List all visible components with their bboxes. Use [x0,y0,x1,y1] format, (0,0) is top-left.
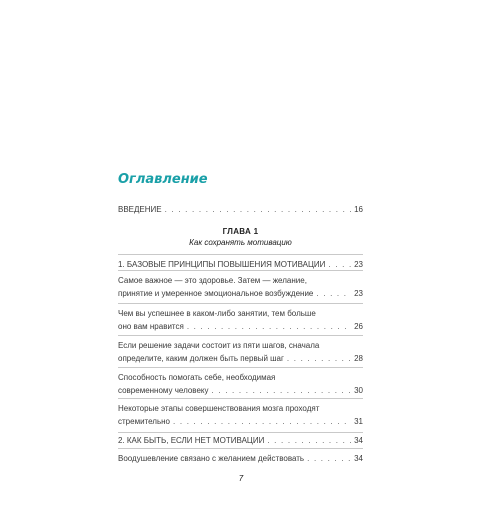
toc-entry-section-1[interactable] [118,254,363,271]
toc-page-number: 23 [354,260,363,269]
toc-entry-section-2[interactable] [118,434,363,447]
toc-page-number: 26 [354,322,363,331]
toc-entry-text: ВВЕДЕНИЕ [118,205,162,214]
toc-page-number: 16 [354,205,363,214]
chapter-title: Как сохранять мотивацию [189,238,292,247]
toc-entry[interactable] [118,448,363,465]
leader-dots [267,434,351,447]
toc-entry[interactable] [118,270,363,300]
leader-dots [212,384,352,397]
toc-heading: Оглавление [118,172,208,187]
toc-page-number: 23 [354,289,363,298]
toc-page-number: 34 [354,436,363,445]
toc-entry[interactable] [118,303,363,333]
toc-page-number: 28 [354,354,363,363]
toc-entry[interactable] [118,367,363,397]
toc-page-number: 31 [354,417,363,426]
toc-entry-text: Некоторые этапы совершенствования мозга проходят [118,404,320,413]
chapter-label: ГЛАВА 1 [222,227,259,236]
leader-dots [307,452,351,465]
toc-entry-text: оно вам нравится [118,322,184,331]
toc-entry-text: Чем вы успешнее в каком-либо занятии, тем больше [118,309,316,318]
toc-entry-text: современному человеку [118,386,209,395]
toc-entry-text: определите, каким должен быть первый шаг [118,354,284,363]
toc-entry-text: 1. БАЗОВЫЕ ПРИНЦИПЫ ПОВЫШЕНИЯ МОТИВАЦИИ [118,260,326,269]
toc-entry-text: стремительно [118,417,170,426]
toc-entry-text: Если решение задачи состоит из пяти шагов, сначала [118,341,320,350]
toc-page-number: 30 [354,386,363,395]
toc-entry[interactable] [118,398,363,433]
leader-dots [173,415,351,428]
toc-entry[interactable] [118,335,363,365]
toc-page-number: 34 [354,454,363,463]
toc-entry-text: принятие и умеренное эмоциональное возбуждение [118,289,314,298]
leader-dots [165,203,351,216]
toc-entry-text: Воодушевление связано с желанием действовать [118,454,305,463]
toc-entry-text: Способность помогать себе, необходимая [118,373,276,382]
toc-entry-text: 2. КАК БЫТЬ, ЕСЛИ НЕТ МОТИВАЦИИ [118,436,265,445]
toc-entry-intro[interactable] [118,203,363,216]
page-number: 7 [238,474,244,483]
leader-dots [316,287,351,300]
toc-entry-text: Самое важное — это здоровье. Затем — желание, [118,276,307,285]
leader-dots [187,320,351,333]
leader-dots [287,352,351,365]
